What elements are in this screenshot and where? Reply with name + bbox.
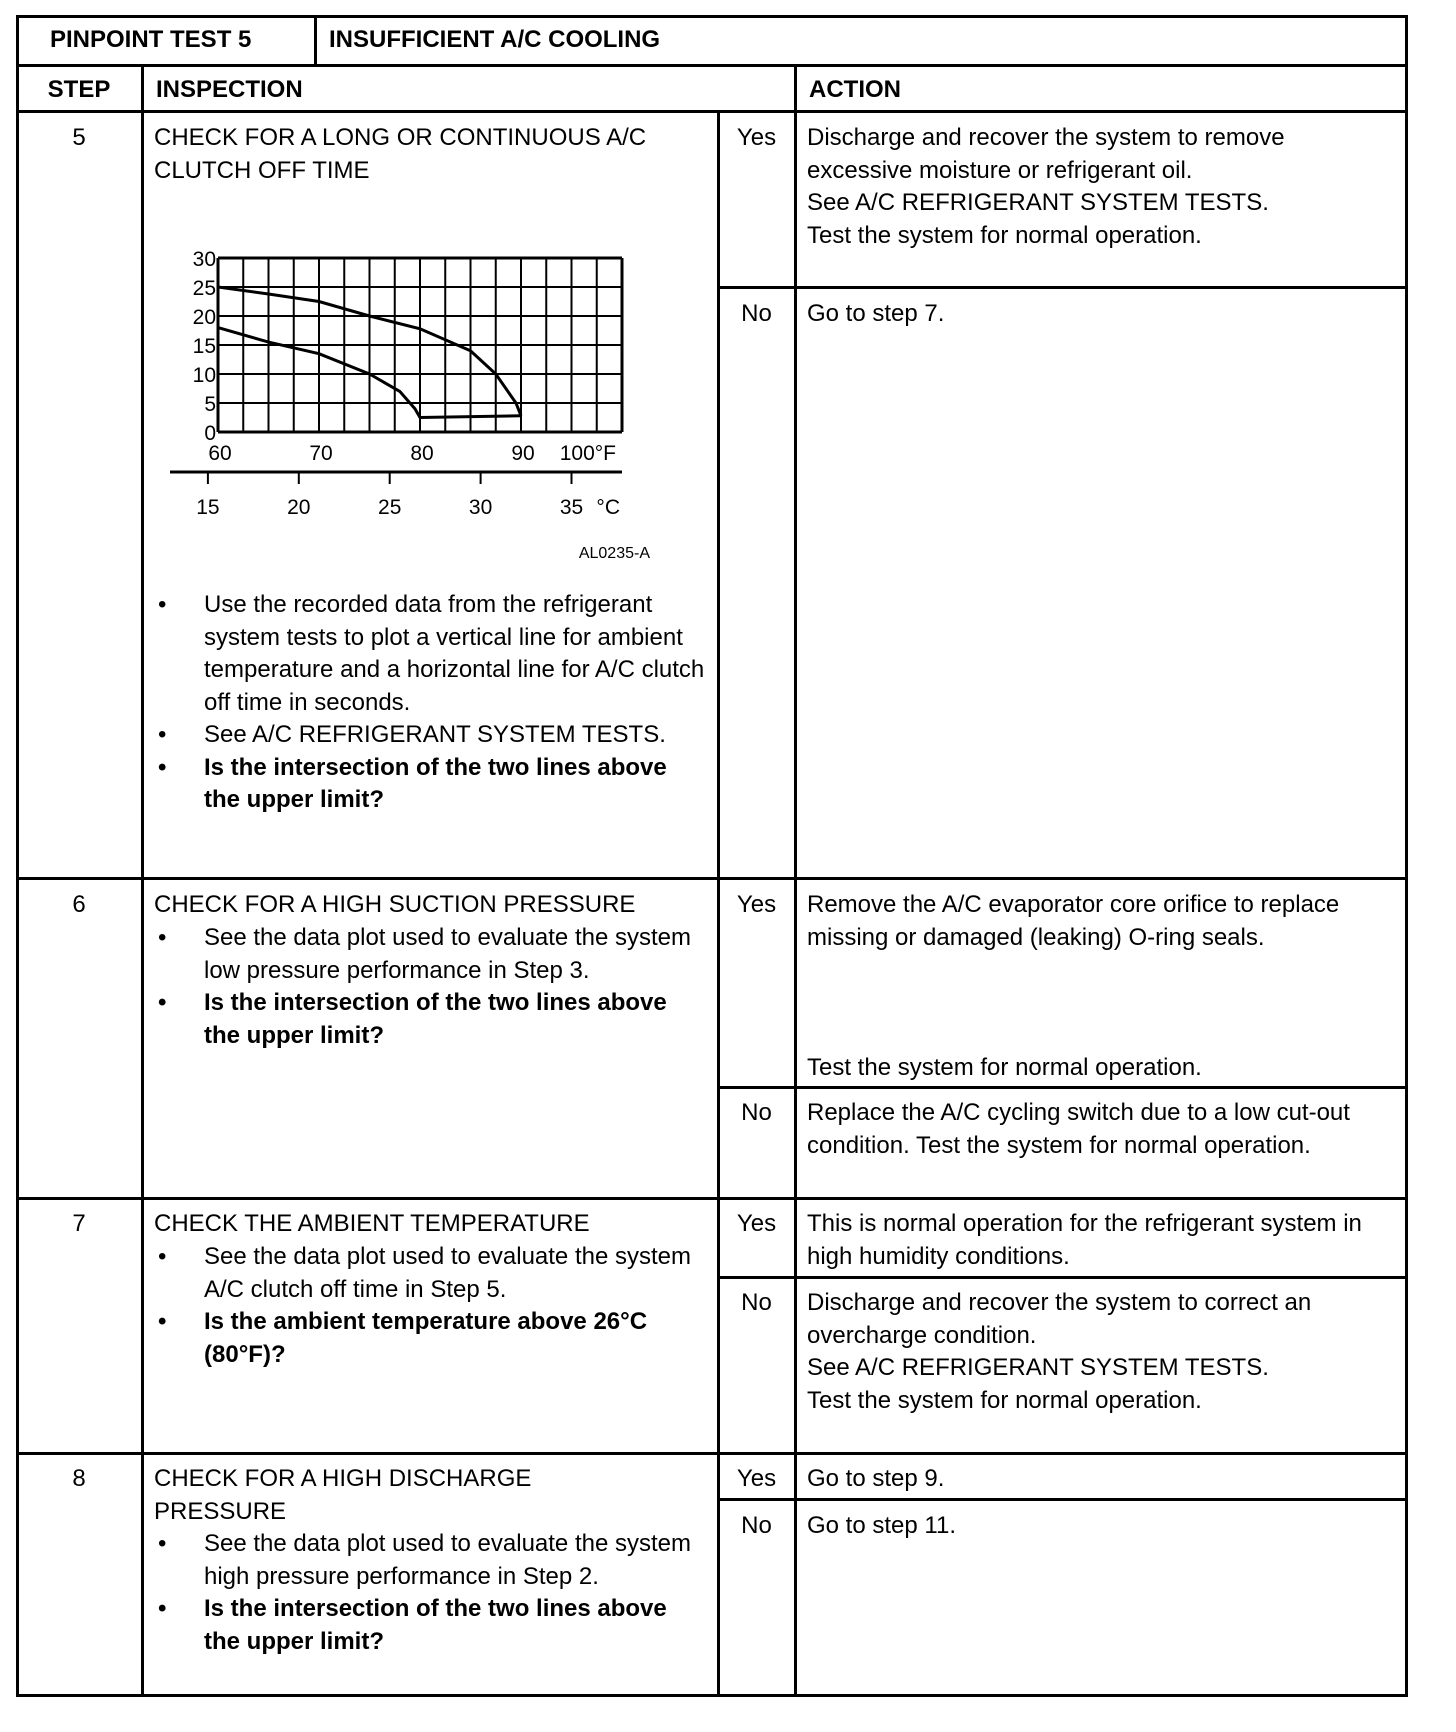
step-title: CHECK FOR A LONG OR CONTINUOUS A/C CLUTCH OFF TIME	[154, 124, 647, 184]
yes-label: Yes	[736, 1465, 777, 1492]
y-tick-label: 15	[192, 335, 216, 358]
test-title: INSUFFICIENT A/C COOLING	[329, 26, 661, 53]
divider	[16, 64, 1408, 67]
table-border	[1405, 15, 1408, 1697]
divider	[16, 1197, 1408, 1200]
no-action: Discharge and recover the system to correct an overcharge condition. See A/C REFRIGERANT SYSTEM TESTS. Test the system for normal operation.	[807, 1289, 1312, 1414]
divider	[16, 1452, 1408, 1455]
x-tick-label-c: 25	[378, 496, 402, 519]
table-border	[16, 1694, 1408, 1697]
table-border	[16, 15, 1408, 18]
x-tick-label-c: 30	[468, 496, 493, 519]
y-tick-label: 5	[204, 393, 216, 416]
bullet-question: • Is the intersection of the two lines above the upper limit?	[156, 752, 706, 817]
y-tick-label: 10	[192, 364, 216, 387]
yes-action: Discharge and recover the system to remove excessive moisture or refrigerant oil. See A/C REFRIGERANT SYSTEM TESTS. Test the system for normal operation.	[807, 124, 1285, 249]
yes-label: Yes	[736, 124, 777, 151]
x-tick-label-f: 100°F	[559, 442, 616, 465]
no-action: Go to step 7.	[807, 300, 945, 327]
x-tick-label-c: 20	[287, 496, 311, 519]
step-bullets	[142, 1524, 718, 1662]
bullet: • See the data plot used to evaluate the system high pressure performance in Step 2.	[156, 1528, 706, 1593]
divider	[717, 110, 720, 1697]
divider	[314, 15, 317, 67]
bullet-question: • Is the ambient temperature above 26°C (80°F)?	[156, 1306, 706, 1371]
bullet: • See the data plot used to evaluate the system low pressure performance in Step 3.	[156, 922, 706, 987]
yes-label: Yes	[736, 1210, 777, 1237]
no-label: No	[741, 1289, 772, 1316]
step-number: 6	[72, 891, 86, 918]
divider	[718, 1086, 1408, 1089]
y-tick-label: 20	[192, 306, 216, 329]
col-header-action: ACTION	[809, 76, 901, 103]
col-header-step: STEP	[47, 76, 111, 103]
yes-action: Go to step 9.	[807, 1465, 945, 1492]
yes-label: Yes	[736, 891, 777, 918]
x-tick-label-f: 90	[511, 442, 535, 465]
divider	[794, 64, 797, 1697]
step-number: 8	[72, 1465, 86, 1492]
no-label: No	[741, 1099, 772, 1126]
step-title: CHECK FOR A HIGH SUCTION PRESSURE	[154, 891, 636, 918]
no-label: No	[741, 300, 772, 327]
divider	[718, 1498, 1408, 1501]
no-action: Replace the A/C cycling switch due to a low cut-out condition. Test the system for normal operation.	[807, 1099, 1350, 1159]
figure-code: AL0235-A	[578, 545, 650, 562]
bullet-question: • Is the intersection of the two lines above the upper limit?	[156, 987, 706, 1052]
y-tick-label: 30	[192, 248, 216, 271]
step-number: 5	[72, 124, 86, 151]
divider	[718, 1276, 1408, 1279]
bullet: • See A/C REFRIGERANT SYSTEM TESTS.	[156, 719, 706, 752]
col-header-inspection: INSPECTION	[156, 76, 303, 103]
x-tick-label-f: 80	[410, 442, 434, 465]
bullet: • See the data plot used to evaluate the system A/C clutch off time in Step 5.	[156, 1241, 706, 1306]
x-tick-label-c: 35	[559, 496, 584, 519]
step-bullets	[142, 918, 718, 1056]
test-number: PINPOINT TEST 5	[50, 26, 252, 53]
y-tick-label: 25	[192, 277, 216, 300]
step-bullets	[142, 585, 718, 821]
table-border	[16, 15, 19, 1697]
bullet: • Use the recorded data from the refrigerant system tests to plot a vertical line for ambient temperature and a horizontal line for A/C clutch off time in seconds.	[156, 589, 706, 719]
no-action: Go to step 11.	[807, 1512, 956, 1539]
step-bullets	[142, 1237, 718, 1375]
x-tick-label-c: °C	[596, 496, 620, 519]
yes-action-followup: Test the system for normal operation.	[807, 1054, 1202, 1081]
y-tick-label: 0	[204, 422, 216, 445]
clutch-off-time-chart	[142, 230, 718, 570]
divider	[141, 64, 144, 1697]
step-title: CHECK FOR A HIGH DISCHARGE PRESSURE	[154, 1465, 532, 1525]
divider	[718, 286, 1408, 289]
divider	[16, 110, 1408, 113]
bullet-question: • Is the intersection of the two lines above the upper limit?	[156, 1593, 706, 1658]
x-tick-label-f: 60	[208, 442, 232, 465]
yes-action: This is normal operation for the refrigerant system in high humidity conditions.	[807, 1210, 1362, 1270]
yes-action: Remove the A/C evaporator core orifice to replace missing or damaged (leaking) O-ring seals.	[807, 891, 1340, 951]
divider	[16, 877, 1408, 880]
x-tick-label-c: 15	[196, 496, 220, 519]
no-label: No	[741, 1512, 772, 1539]
x-tick-label-f: 70	[309, 442, 333, 465]
step-title: CHECK THE AMBIENT TEMPERATURE	[154, 1210, 590, 1237]
step-number: 7	[72, 1210, 86, 1237]
